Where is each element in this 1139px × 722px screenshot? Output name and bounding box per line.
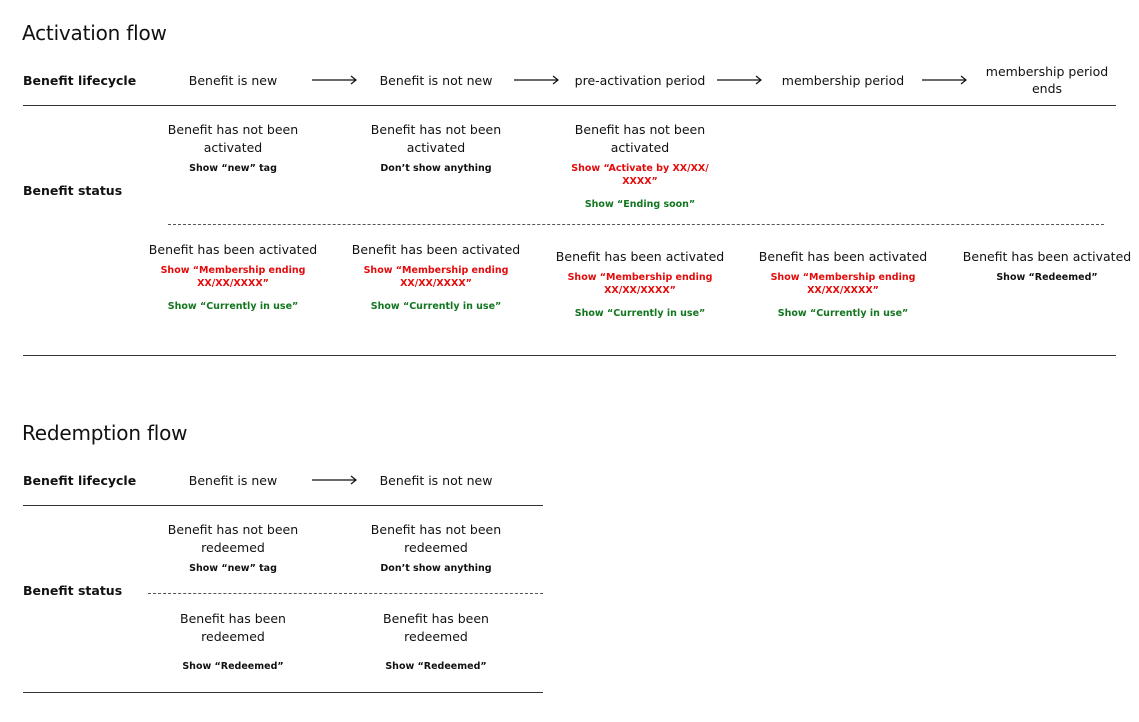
redemption-stage-1: Benefit is new	[188, 473, 278, 488]
status-state-text: Benefit has been activated	[351, 242, 521, 257]
activation-status-cell	[570, 121, 710, 211]
status-state-text: Benefit has not been redeemed	[370, 522, 502, 555]
status-state-text: Benefit has been activated	[962, 249, 1132, 264]
status-action-text: Don’t show anything	[380, 563, 492, 574]
redemption-stage-2: Benefit is not new	[379, 473, 493, 488]
divider	[23, 692, 543, 693]
status-action-text: Show “new” tag	[189, 163, 277, 174]
status-action-text: Show “Redeemed”	[182, 661, 284, 672]
activation-status-cell	[962, 248, 1132, 284]
activation-lifecycle-label: Benefit lifecycle	[23, 73, 137, 88]
status-action-text: Show “Membership ending XX/XX/XXXX”	[160, 265, 306, 289]
status-action-text: Show “Currently in use”	[167, 301, 299, 312]
activation-status-label: Benefit status	[23, 183, 123, 198]
redemption-status-label: Benefit status	[23, 583, 123, 598]
status-state-text: Benefit has not been redeemed	[167, 522, 299, 555]
redemption-status-cell	[351, 521, 521, 575]
status-action-text: Show “new” tag	[189, 563, 277, 574]
activation-status-cell	[555, 248, 725, 320]
redemption-status-cell	[351, 610, 521, 673]
status-state-text: Benefit has not been activated	[574, 122, 706, 155]
status-action-text: Show “Ending soon”	[584, 199, 696, 210]
redemption-flow-title: Redemption flow	[22, 421, 188, 445]
activation-stage-3: pre-activation period	[574, 73, 706, 88]
redemption-lifecycle-label: Benefit lifecycle	[23, 473, 137, 488]
status-state-text: Benefit has been activated	[758, 249, 928, 264]
activation-status-cell	[148, 121, 318, 175]
divider	[23, 505, 543, 506]
status-state-text: Benefit has not been activated	[167, 122, 299, 155]
status-action-text: Show “Redeemed”	[385, 661, 487, 672]
redemption-status-cell	[148, 521, 318, 575]
status-action-text: Show “Currently in use”	[370, 301, 502, 312]
status-action-text: Don’t show anything	[380, 163, 492, 174]
status-state-text: Benefit has been activated	[148, 242, 318, 257]
status-state-text: Benefit has been redeemed	[180, 611, 286, 644]
arrow-right-icon	[717, 75, 763, 85]
activation-status-cell	[351, 121, 521, 175]
activation-stage-1: Benefit is new	[188, 73, 278, 88]
status-action-text: Show “Membership ending XX/XX/XXXX”	[567, 272, 713, 296]
divider	[23, 105, 1116, 106]
status-action-text: Show “Redeemed”	[996, 272, 1098, 283]
status-action-text: Show “Currently in use”	[777, 308, 909, 319]
activation-stage-4: membership period	[781, 73, 905, 88]
status-action-text: Show “Activate by XX/XX/ XXXX”	[571, 163, 709, 187]
activation-status-cell	[351, 241, 521, 313]
status-state-text: Benefit has been activated	[555, 249, 725, 264]
status-action-text: Show “Membership ending XX/XX/XXXX”	[770, 272, 916, 296]
dashed-divider	[168, 224, 1104, 225]
activation-status-cell	[148, 241, 318, 313]
activation-stage-2: Benefit is not new	[379, 73, 493, 88]
redemption-status-cell	[148, 610, 318, 673]
activation-stage-5: membership period ends	[985, 64, 1109, 96]
status-state-text: Benefit has not been activated	[370, 122, 502, 155]
arrow-right-icon	[922, 75, 968, 85]
status-state-text: Benefit has been redeemed	[383, 611, 489, 644]
status-action-text: Show “Currently in use”	[574, 308, 706, 319]
arrow-right-icon	[514, 75, 560, 85]
activation-status-cell	[758, 248, 928, 320]
status-action-text: Show “Membership ending XX/XX/XXXX”	[363, 265, 509, 289]
dashed-divider	[148, 593, 543, 594]
activation-flow-title: Activation flow	[22, 21, 167, 45]
divider	[23, 355, 1116, 356]
